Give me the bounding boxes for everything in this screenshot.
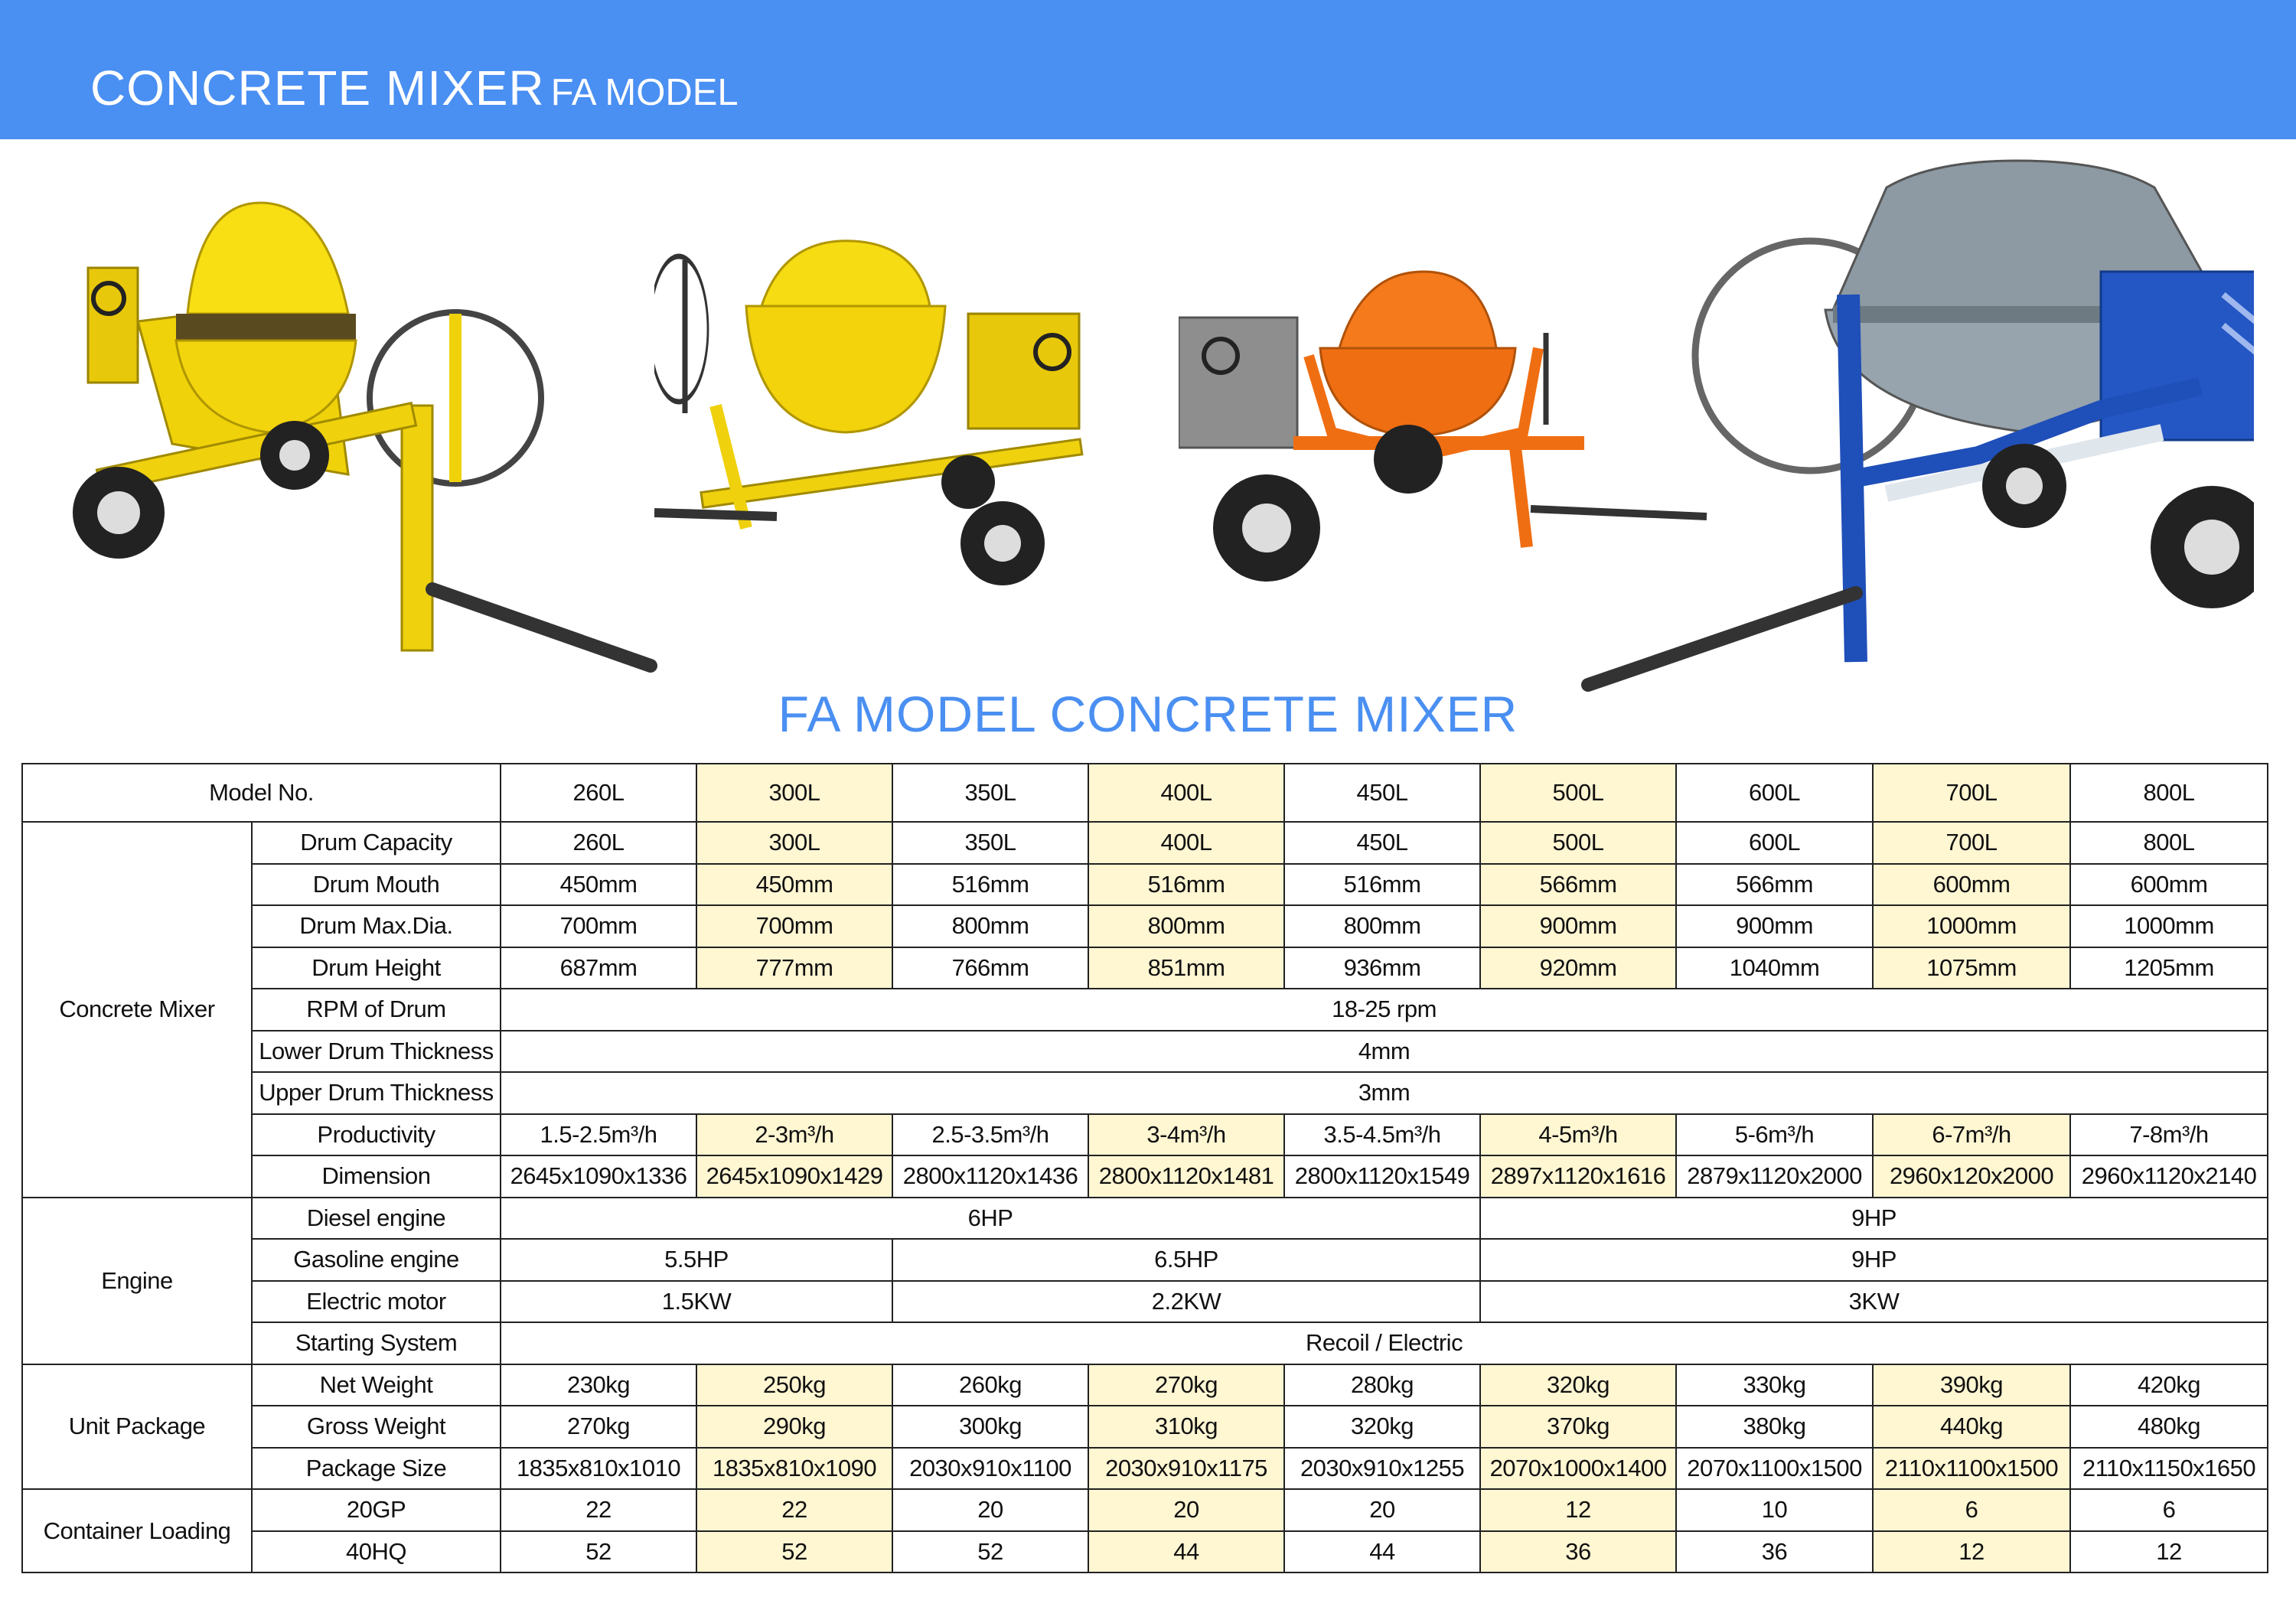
row-label: Gross Weight — [252, 1406, 501, 1448]
header-banner — [0, 0, 2296, 139]
row-label: Package Size — [252, 1448, 501, 1490]
table-cell: 440kg — [1873, 1406, 2070, 1448]
table-cell: 12 — [1480, 1489, 1676, 1531]
table-cell: 2645x1090x1429 — [696, 1155, 892, 1198]
group-container-loading: Container Loading — [22, 1489, 252, 1572]
table-cell: 380kg — [1676, 1406, 1873, 1448]
table-cell: 6-7m³/h — [1873, 1114, 2070, 1156]
table-cell: 6.5HP — [892, 1239, 1480, 1281]
table-cell: 2030x910x1175 — [1088, 1448, 1284, 1490]
table-row — [22, 1031, 2268, 1073]
table-cell: 800mm — [1088, 905, 1284, 947]
table-cell: 480kg — [2070, 1406, 2268, 1448]
table-cell: 52 — [696, 1531, 892, 1573]
table-cell: 2-3m³/h — [696, 1114, 892, 1156]
row-label: 20GP — [252, 1489, 501, 1531]
table-cell: 320kg — [1284, 1406, 1480, 1448]
table-cell: 20 — [1284, 1489, 1480, 1531]
title-sub: FA MODEL — [550, 72, 739, 113]
table-cell: 2110x1100x1500 — [1873, 1448, 2070, 1490]
table-cell: 851mm — [1088, 947, 1284, 989]
table-cell: 3.5-4.5m³/h — [1284, 1114, 1480, 1156]
table-cell: 12 — [1873, 1531, 2070, 1573]
table-row — [22, 1114, 2268, 1156]
table-row — [22, 1322, 2268, 1364]
table-row — [22, 1406, 2268, 1448]
table-cell: 350L — [892, 822, 1088, 864]
table-cell: 700L — [1873, 822, 2070, 864]
table-cell: 420kg — [2070, 1364, 2268, 1406]
group-unit-package: Unit Package — [22, 1364, 252, 1490]
table-row — [22, 989, 2268, 1031]
table-cell: 936mm — [1284, 947, 1480, 989]
row-label: Drum Mouth — [252, 864, 501, 906]
table-cell: 2897x1120x1616 — [1480, 1155, 1676, 1198]
table-cell: 260L — [501, 822, 696, 864]
table-cell: 700mm — [501, 905, 696, 947]
table-cell: 600mm — [2070, 864, 2268, 906]
table-cell: 20 — [1088, 1489, 1284, 1531]
table-cell: 270kg — [501, 1406, 696, 1448]
table-cell: 280kg — [1284, 1364, 1480, 1406]
row-label: Lower Drum Thickness — [252, 1031, 501, 1073]
table-cell: 290kg — [696, 1406, 892, 1448]
table-cell: 7-8m³/h — [2070, 1114, 2268, 1156]
table-cell: 6HP — [501, 1198, 1480, 1240]
table-cell: 18-25 rpm — [501, 989, 2268, 1031]
table-cell: 900mm — [1676, 905, 1873, 947]
table-cell: 516mm — [1088, 864, 1284, 906]
table-cell: 250kg — [696, 1364, 892, 1406]
row-label: Dimension — [252, 1155, 501, 1198]
table-cell: 12 — [2070, 1531, 2268, 1573]
table-cell: 10 — [1676, 1489, 1873, 1531]
table-cell: 2110x1150x1650 — [2070, 1448, 2268, 1490]
table-cell: 1040mm — [1676, 947, 1873, 989]
model-cell: 260L — [501, 764, 696, 822]
table-row — [22, 822, 2268, 864]
table-cell: 390kg — [1873, 1364, 2070, 1406]
table-cell: 2070x1100x1500 — [1676, 1448, 1873, 1490]
table-cell: 370kg — [1480, 1406, 1676, 1448]
table-cell: 6 — [2070, 1489, 2268, 1531]
table-cell: 450L — [1284, 822, 1480, 864]
row-label: Productivity — [252, 1114, 501, 1156]
table-cell: 22 — [501, 1489, 696, 1531]
table-row — [22, 1198, 2268, 1240]
table-cell: 6 — [1873, 1489, 2070, 1531]
table-cell: Recoil / Electric — [501, 1322, 2268, 1364]
table-cell: 500L — [1480, 822, 1676, 864]
table-cell: 9HP — [1480, 1198, 2268, 1240]
table-cell: 1.5KW — [501, 1281, 892, 1323]
blue-mixer-image — [1565, 157, 2254, 700]
table-cell: 3mm — [501, 1072, 2268, 1114]
table-cell: 1000mm — [1873, 905, 2070, 947]
table-cell: 2.2KW — [892, 1281, 1480, 1323]
table-cell: 270kg — [1088, 1364, 1284, 1406]
yellow-mixer-image-2 — [654, 237, 1137, 589]
table-cell: 330kg — [1676, 1364, 1873, 1406]
table-cell: 400L — [1088, 822, 1284, 864]
table-cell: 600L — [1676, 822, 1873, 864]
model-cell: 350L — [892, 764, 1088, 822]
table-row — [22, 1489, 2268, 1531]
table-cell: 2800x1120x1481 — [1088, 1155, 1284, 1198]
yellow-mixer-image-1 — [73, 191, 662, 681]
table-cell: 2879x1120x2000 — [1676, 1155, 1873, 1198]
table-row — [22, 905, 2268, 947]
table-cell: 52 — [892, 1531, 1088, 1573]
table-row — [22, 1364, 2268, 1406]
model-cell: 800L — [2070, 764, 2268, 822]
table-cell: 300kg — [892, 1406, 1088, 1448]
table-cell: 20 — [892, 1489, 1088, 1531]
model-cell: 700L — [1873, 764, 2070, 822]
table-cell: 566mm — [1480, 864, 1676, 906]
row-label: Net Weight — [252, 1364, 501, 1406]
table-cell: 2645x1090x1336 — [501, 1155, 696, 1198]
table-cell: 2800x1120x1436 — [892, 1155, 1088, 1198]
table-cell: 36 — [1676, 1531, 1873, 1573]
table-cell: 2030x910x1100 — [892, 1448, 1088, 1490]
table-cell: 800mm — [892, 905, 1088, 947]
table-cell: 600mm — [1873, 864, 2070, 906]
model-row — [22, 764, 2268, 822]
group-concrete-mixer: Concrete Mixer — [22, 822, 252, 1198]
table-cell: 777mm — [696, 947, 892, 989]
table-cell: 9HP — [1480, 1239, 2268, 1281]
table-cell: 5-6m³/h — [1676, 1114, 1873, 1156]
table-cell: 1205mm — [2070, 947, 2268, 989]
table-cell: 260kg — [892, 1364, 1088, 1406]
model-cell: 300L — [696, 764, 892, 822]
row-label: Upper Drum Thickness — [252, 1072, 501, 1114]
table-cell: 52 — [501, 1531, 696, 1573]
model-cell: 400L — [1088, 764, 1284, 822]
table-cell: 2030x910x1255 — [1284, 1448, 1480, 1490]
model-label: Model No. — [22, 764, 501, 822]
row-label: 40HQ — [252, 1531, 501, 1573]
table-cell: 1835x810x1010 — [501, 1448, 696, 1490]
row-label: Drum Height — [252, 947, 501, 989]
table-cell: 566mm — [1676, 864, 1873, 906]
table-cell: 230kg — [501, 1364, 696, 1406]
row-label: Diesel engine — [252, 1198, 501, 1240]
title-main: CONCRETE MIXER — [90, 60, 545, 116]
table-cell: 2960x1120x2140 — [2070, 1155, 2268, 1198]
row-label: RPM of Drum — [252, 989, 501, 1031]
table-cell: 920mm — [1480, 947, 1676, 989]
group-engine: Engine — [22, 1198, 252, 1364]
table-row — [22, 1072, 2268, 1114]
table-cell: 800mm — [1284, 905, 1480, 947]
table-cell: 1075mm — [1873, 947, 2070, 989]
row-label: Starting System — [252, 1322, 501, 1364]
table-cell: 1.5-2.5m³/h — [501, 1114, 696, 1156]
page-title — [90, 60, 739, 116]
table-cell: 3-4m³/h — [1088, 1114, 1284, 1156]
table-cell: 516mm — [1284, 864, 1480, 906]
table-cell: 4-5m³/h — [1480, 1114, 1676, 1156]
table-cell: 5.5HP — [501, 1239, 892, 1281]
table-row — [22, 864, 2268, 906]
table-cell: 516mm — [892, 864, 1088, 906]
table-cell: 44 — [1088, 1531, 1284, 1573]
table-row — [22, 1239, 2268, 1281]
table-cell: 700mm — [696, 905, 892, 947]
table-cell: 44 — [1284, 1531, 1480, 1573]
table-row — [22, 947, 2268, 989]
table-cell: 3KW — [1480, 1281, 2268, 1323]
table-row — [22, 1155, 2268, 1198]
spec-table — [21, 763, 2268, 1573]
table-cell: 2070x1000x1400 — [1480, 1448, 1676, 1490]
table-cell: 450mm — [696, 864, 892, 906]
table-row — [22, 1531, 2268, 1573]
table-cell: 800L — [2070, 822, 2268, 864]
row-label: Gasoline engine — [252, 1239, 501, 1281]
row-label: Drum Capacity — [252, 822, 501, 864]
table-row — [22, 1281, 2268, 1323]
row-label: Drum Max.Dia. — [252, 905, 501, 947]
table-cell: 766mm — [892, 947, 1088, 989]
table-cell: 4mm — [501, 1031, 2268, 1073]
model-cell: 500L — [1480, 764, 1676, 822]
table-cell: 450mm — [501, 864, 696, 906]
table-cell: 687mm — [501, 947, 696, 989]
table-row — [22, 1448, 2268, 1490]
table-cell: 2800x1120x1549 — [1284, 1155, 1480, 1198]
table-cell: 320kg — [1480, 1364, 1676, 1406]
table-heading: FA MODEL CONCRETE MIXER — [778, 686, 1518, 742]
table-cell: 1835x810x1090 — [696, 1448, 892, 1490]
table-cell: 22 — [696, 1489, 892, 1531]
model-cell: 450L — [1284, 764, 1480, 822]
table-cell: 36 — [1480, 1531, 1676, 1573]
table-cell: 310kg — [1088, 1406, 1284, 1448]
table-cell: 1000mm — [2070, 905, 2268, 947]
row-label: Electric motor — [252, 1281, 501, 1323]
table-cell: 300L — [696, 822, 892, 864]
table-cell: 2.5-3.5m³/h — [892, 1114, 1088, 1156]
model-cell: 600L — [1676, 764, 1873, 822]
table-cell: 2960x120x2000 — [1873, 1155, 2070, 1198]
table-cell: 900mm — [1480, 905, 1676, 947]
